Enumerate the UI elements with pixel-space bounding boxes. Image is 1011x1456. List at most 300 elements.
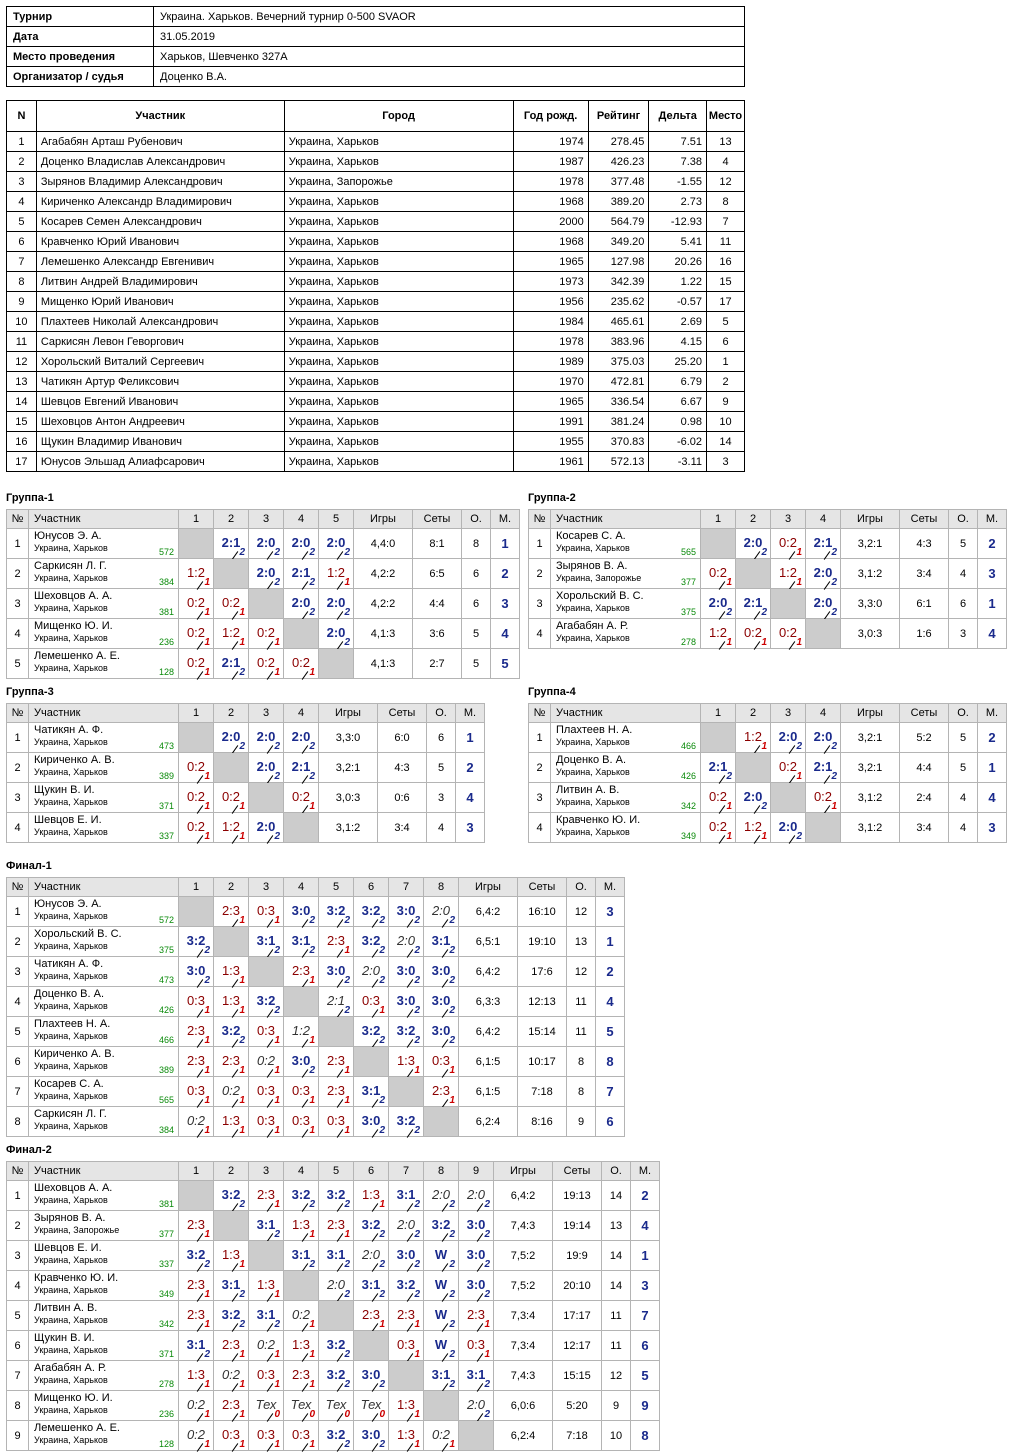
match-cell[interactable] <box>249 1047 284 1077</box>
match-cell[interactable] <box>214 1017 249 1047</box>
match-cell[interactable] <box>214 1391 249 1421</box>
match-cell[interactable] <box>214 1107 249 1137</box>
match-cell[interactable] <box>179 1017 214 1047</box>
match-cell[interactable] <box>701 559 736 589</box>
match-points: 2 <box>239 1319 245 1330</box>
participant-cell: 1987 <box>513 152 588 172</box>
match-cell[interactable] <box>284 589 319 619</box>
match-cell[interactable] <box>424 897 459 927</box>
match-cell[interactable] <box>424 1271 459 1301</box>
match-score: 3:1 <box>291 933 311 948</box>
match-cell[interactable] <box>806 529 841 559</box>
match-score: 2:3 <box>186 1023 206 1038</box>
match-cell[interactable] <box>424 987 459 1017</box>
match-cell[interactable] <box>284 1391 319 1421</box>
match-cell[interactable] <box>459 1181 494 1211</box>
match-score: 3:0 <box>186 963 206 978</box>
match-cell[interactable] <box>459 1211 494 1241</box>
match-cell[interactable] <box>214 1421 249 1451</box>
match-cell[interactable] <box>389 1211 424 1241</box>
match-cell[interactable] <box>284 723 319 753</box>
place-cell: 7 <box>596 1077 625 1107</box>
match-cell[interactable] <box>284 1017 319 1047</box>
match-score: 2:0 <box>813 565 833 580</box>
participant-cell: 5.41 <box>649 232 707 252</box>
match-cell[interactable] <box>249 897 284 927</box>
match-cell[interactable] <box>249 1421 284 1451</box>
match-cell[interactable] <box>214 987 249 1017</box>
match-cell[interactable] <box>179 1391 214 1421</box>
player-name: Кравченко Ю. И. <box>34 1272 119 1284</box>
match-cell[interactable] <box>319 1271 354 1301</box>
row-number: 1 <box>7 897 29 927</box>
match-cell[interactable] <box>701 813 736 843</box>
match-cell[interactable] <box>284 753 319 783</box>
row-number: 8 <box>7 1391 29 1421</box>
participant-cell: 16 <box>7 432 37 452</box>
match-cell[interactable] <box>319 1047 354 1077</box>
match-cell[interactable] <box>214 1271 249 1301</box>
match-cell[interactable] <box>284 529 319 559</box>
participant-cell: Украина, Харьков <box>284 412 513 432</box>
match-cell[interactable] <box>319 589 354 619</box>
player-row <box>7 1181 660 1211</box>
player-row <box>7 1107 625 1137</box>
match-cell[interactable] <box>354 1421 389 1451</box>
match-cell[interactable] <box>389 1017 424 1047</box>
match-cell[interactable] <box>736 619 771 649</box>
match-cell[interactable] <box>424 1077 459 1107</box>
match-cell[interactable] <box>214 1301 249 1331</box>
match-cell[interactable] <box>284 1211 319 1241</box>
match-cell[interactable] <box>284 559 319 589</box>
match-cell[interactable] <box>284 927 319 957</box>
row-number: 1 <box>7 723 29 753</box>
participant-cell: 572.13 <box>588 452 649 472</box>
match-cell[interactable] <box>319 927 354 957</box>
match-cell[interactable] <box>354 1391 389 1421</box>
match-cell[interactable] <box>389 1181 424 1211</box>
match-score: 2:0 <box>291 595 311 610</box>
match-cell[interactable] <box>284 783 319 813</box>
match-cell[interactable] <box>284 1301 319 1331</box>
match-cell[interactable] <box>249 1301 284 1331</box>
match-cell[interactable] <box>179 1421 214 1451</box>
match-cell[interactable] <box>424 1361 459 1391</box>
match-cell[interactable] <box>736 723 771 753</box>
match-cell[interactable] <box>319 559 354 589</box>
match-points: 2 <box>449 945 455 956</box>
match-cell[interactable] <box>806 783 841 813</box>
match-cell[interactable] <box>284 1047 319 1077</box>
match-cell[interactable] <box>179 1211 214 1241</box>
match-cell[interactable] <box>214 1181 249 1211</box>
match-cell[interactable] <box>389 1107 424 1137</box>
match-cell[interactable] <box>319 987 354 1017</box>
match-cell[interactable] <box>424 1331 459 1361</box>
match-cell[interactable] <box>736 589 771 619</box>
match-cell[interactable] <box>214 957 249 987</box>
match-points: 2 <box>449 1005 455 1016</box>
sets-cell: 20:10 <box>553 1271 602 1301</box>
match-cell[interactable] <box>354 897 389 927</box>
match-cell[interactable] <box>249 1271 284 1301</box>
match-cell[interactable] <box>214 783 249 813</box>
match-points: 2 <box>379 1095 385 1106</box>
match-points: 2 <box>239 741 245 752</box>
match-cell[interactable] <box>389 1421 424 1451</box>
match-cell[interactable] <box>389 1331 424 1361</box>
match-cell[interactable] <box>214 813 249 843</box>
header-row <box>529 704 1007 723</box>
match-cell[interactable] <box>319 1107 354 1137</box>
match-cell[interactable] <box>214 1047 249 1077</box>
match-cell[interactable] <box>284 1361 319 1391</box>
player-row <box>7 897 625 927</box>
player-row <box>7 559 520 589</box>
match-cell[interactable] <box>179 619 214 649</box>
match-points: 1 <box>239 1005 245 1016</box>
player-cell <box>29 723 179 753</box>
match-points: 1 <box>344 1125 350 1136</box>
match-cell[interactable] <box>179 1271 214 1301</box>
match-cell[interactable] <box>459 1361 494 1391</box>
match-cell[interactable] <box>354 1181 389 1211</box>
match-cell[interactable] <box>249 1017 284 1047</box>
games-cell: 6,4:2 <box>459 957 518 987</box>
match-cell[interactable] <box>179 927 214 957</box>
match-cell[interactable] <box>179 1241 214 1271</box>
match-cell[interactable] <box>249 1077 284 1107</box>
match-cell[interactable] <box>771 559 806 589</box>
sets-cell: 19:14 <box>553 1211 602 1241</box>
player-name: Саркисян Л. Г. <box>34 1108 107 1120</box>
match-cell[interactable] <box>389 897 424 927</box>
match-points: 1 <box>379 1319 385 1330</box>
participant-cell: 1968 <box>513 232 588 252</box>
match-cell[interactable] <box>806 753 841 783</box>
info-label: Дата <box>7 27 154 47</box>
slash-mark <box>407 1443 414 1452</box>
slash-mark <box>232 1443 239 1452</box>
match-cell[interactable] <box>179 1077 214 1107</box>
match-cell[interactable] <box>806 589 841 619</box>
match-score: 2:3 <box>396 1307 416 1322</box>
match-cell[interactable] <box>214 1361 249 1391</box>
match-cell[interactable] <box>354 1241 389 1271</box>
participant-cell: Украина, Харьков <box>284 252 513 272</box>
match-cell[interactable] <box>249 1211 284 1241</box>
player-rating: 565 <box>158 1095 174 1105</box>
points-cell: 5 <box>462 649 491 679</box>
participant-cell: 1956 <box>513 292 588 312</box>
sets-cell: 19:10 <box>518 927 567 957</box>
player-cell <box>29 1361 179 1391</box>
match-cell[interactable] <box>319 897 354 927</box>
participant-cell: 9 <box>7 292 37 312</box>
match-cell[interactable] <box>389 1271 424 1301</box>
match-cell[interactable] <box>424 1301 459 1331</box>
match-score: 2:3 <box>221 1337 241 1352</box>
match-points: 1 <box>274 1065 280 1076</box>
match-cell[interactable] <box>319 1077 354 1107</box>
match-points: 1 <box>204 1409 210 1420</box>
player-rating: 389 <box>158 1065 174 1075</box>
match-cell[interactable] <box>354 1301 389 1331</box>
match-cell[interactable] <box>389 957 424 987</box>
player-cell <box>29 649 179 679</box>
match-cell[interactable] <box>354 1107 389 1137</box>
match-cell[interactable] <box>354 1361 389 1391</box>
player-row <box>529 723 1007 753</box>
match-score: 0:2 <box>186 595 206 610</box>
sets-cell: 15:15 <box>553 1361 602 1391</box>
match-cell[interactable] <box>424 1241 459 1271</box>
match-cell[interactable] <box>179 1107 214 1137</box>
match-cell[interactable] <box>424 1017 459 1047</box>
match-cell[interactable] <box>214 897 249 927</box>
match-cell[interactable] <box>389 987 424 1017</box>
sets-cell: 4:4 <box>413 589 462 619</box>
match-cell[interactable] <box>284 1181 319 1211</box>
match-points: 1 <box>309 1125 315 1136</box>
match-cell[interactable] <box>214 1077 249 1107</box>
match-points: 2 <box>449 1199 455 1210</box>
participant-cell: Кириченко Александр Владимирович <box>36 192 284 212</box>
sets-cell: 10:17 <box>518 1047 567 1077</box>
column-header: 4 <box>806 704 841 723</box>
group-title: Группа-3 <box>6 686 54 698</box>
match-cell[interactable] <box>249 987 284 1017</box>
match-cell[interactable] <box>459 1391 494 1421</box>
match-cell[interactable] <box>771 723 806 753</box>
match-cell[interactable] <box>736 529 771 559</box>
sets-cell: 4:3 <box>900 529 949 559</box>
match-cell[interactable] <box>319 1211 354 1241</box>
participant-row <box>7 372 745 392</box>
match-cell[interactable] <box>249 529 284 559</box>
match-cell[interactable] <box>319 1361 354 1391</box>
match-cell[interactable] <box>179 589 214 619</box>
match-score: 3:1 <box>326 1247 346 1262</box>
match-cell[interactable] <box>249 1181 284 1211</box>
match-cell[interactable] <box>249 723 284 753</box>
match-cell[interactable] <box>284 897 319 927</box>
match-score: 2:0 <box>743 789 763 804</box>
self-cell <box>284 1271 319 1301</box>
match-score: 0:2 <box>186 1397 206 1412</box>
match-cell[interactable] <box>179 1331 214 1361</box>
player-city: Украина, Харьков <box>34 911 108 921</box>
match-cell[interactable] <box>424 927 459 957</box>
match-cell[interactable] <box>736 813 771 843</box>
match-score: 3:2 <box>291 1187 311 1202</box>
match-points: 1 <box>309 1095 315 1106</box>
match-cell[interactable] <box>249 753 284 783</box>
column-header: Участник <box>29 1162 179 1181</box>
match-cell[interactable] <box>214 619 249 649</box>
match-score: 1:2 <box>186 565 206 580</box>
participant-cell: 0.98 <box>649 412 707 432</box>
match-cell[interactable] <box>459 1241 494 1271</box>
match-cell[interactable] <box>249 619 284 649</box>
participant-cell: 1955 <box>513 432 588 452</box>
match-cell[interactable] <box>179 753 214 783</box>
match-score: 3:0 <box>361 1427 381 1442</box>
match-score: 3:1 <box>256 1217 276 1232</box>
match-points: 1 <box>204 1125 210 1136</box>
participant-cell: 1965 <box>513 392 588 412</box>
match-cell[interactable] <box>771 529 806 559</box>
match-cell[interactable] <box>179 1301 214 1331</box>
match-cell[interactable] <box>701 589 736 619</box>
match-cell[interactable] <box>249 927 284 957</box>
match-cell[interactable] <box>424 1211 459 1241</box>
column-header: 8 <box>424 1162 459 1181</box>
match-cell[interactable] <box>459 1271 494 1301</box>
match-cell[interactable] <box>214 723 249 753</box>
match-cell[interactable] <box>459 1301 494 1331</box>
info-label: Турнир <box>7 7 154 27</box>
match-cell[interactable] <box>249 1391 284 1421</box>
match-cell[interactable] <box>214 649 249 679</box>
match-cell[interactable] <box>179 783 214 813</box>
match-cell[interactable] <box>319 957 354 987</box>
match-points: 2 <box>726 771 732 782</box>
match-score: 0:2 <box>186 1427 206 1442</box>
place-cell: 4 <box>491 619 520 649</box>
participant-cell: Украина, Харьков <box>284 432 513 452</box>
match-points: 0 <box>309 1409 315 1420</box>
column-header: Участник <box>29 510 179 529</box>
match-points: 2 <box>239 667 245 678</box>
match-cell[interactable] <box>389 1047 424 1077</box>
match-cell[interactable] <box>284 1077 319 1107</box>
match-cell[interactable] <box>424 1421 459 1451</box>
match-cell[interactable] <box>354 927 389 957</box>
games-cell: 3,1:2 <box>841 813 900 843</box>
match-points: 1 <box>484 1349 490 1360</box>
place-cell: 4 <box>631 1211 660 1241</box>
match-score: 2:1 <box>221 535 241 550</box>
match-cell[interactable] <box>459 1331 494 1361</box>
slash-mark <box>302 671 309 680</box>
match-cell[interactable] <box>354 987 389 1017</box>
match-cell[interactable] <box>771 619 806 649</box>
match-cell[interactable] <box>284 957 319 987</box>
match-cell[interactable] <box>179 987 214 1017</box>
match-cell[interactable] <box>701 783 736 813</box>
match-score: 0:2 <box>221 1367 241 1382</box>
match-cell[interactable] <box>179 1047 214 1077</box>
match-cell[interactable] <box>179 957 214 987</box>
slash-mark <box>337 1443 344 1452</box>
match-cell[interactable] <box>249 813 284 843</box>
match-cell[interactable] <box>701 753 736 783</box>
match-cell[interactable] <box>354 957 389 987</box>
match-cell[interactable] <box>319 1421 354 1451</box>
participant-cell: 336.54 <box>588 392 649 412</box>
participant-cell: 4 <box>7 192 37 212</box>
match-cell[interactable] <box>249 1361 284 1391</box>
match-score: 0:3 <box>466 1337 486 1352</box>
player-cell <box>29 1077 179 1107</box>
match-cell[interactable] <box>354 1017 389 1047</box>
sets-cell: 3:4 <box>900 813 949 843</box>
match-cell[interactable] <box>179 649 214 679</box>
match-cell[interactable] <box>179 559 214 589</box>
match-points: 2 <box>449 1319 455 1330</box>
match-cell[interactable] <box>771 813 806 843</box>
match-cell[interactable] <box>179 813 214 843</box>
player-city: Украина, Харьков <box>34 1031 108 1041</box>
match-cell[interactable] <box>214 589 249 619</box>
match-cell[interactable] <box>214 1331 249 1361</box>
match-cell[interactable] <box>806 723 841 753</box>
participant-row <box>7 132 745 152</box>
match-cell[interactable] <box>424 1047 459 1077</box>
match-cell[interactable] <box>424 1181 459 1211</box>
match-cell[interactable] <box>319 1181 354 1211</box>
match-cell[interactable] <box>284 1107 319 1137</box>
match-cell[interactable] <box>319 1331 354 1361</box>
match-cell[interactable] <box>354 1271 389 1301</box>
match-cell[interactable] <box>354 1211 389 1241</box>
match-cell[interactable] <box>249 1331 284 1361</box>
match-cell[interactable] <box>771 753 806 783</box>
match-cell[interactable] <box>319 619 354 649</box>
self-cell <box>284 987 319 1017</box>
match-cell[interactable] <box>319 529 354 559</box>
match-cell[interactable] <box>701 619 736 649</box>
match-cell[interactable] <box>389 927 424 957</box>
match-points: 2 <box>204 945 210 956</box>
match-points: 1 <box>344 1095 350 1106</box>
group-title: Группа-1 <box>6 492 54 504</box>
match-cell[interactable] <box>284 649 319 679</box>
match-cell[interactable] <box>214 529 249 559</box>
match-cell[interactable] <box>319 1241 354 1271</box>
match-cell[interactable] <box>806 559 841 589</box>
match-cell[interactable] <box>389 1301 424 1331</box>
match-cell[interactable] <box>179 1361 214 1391</box>
match-cell[interactable] <box>214 1241 249 1271</box>
match-points: 2 <box>379 1379 385 1390</box>
points-cell: 5 <box>949 529 978 559</box>
match-score: 3:1 <box>431 933 451 948</box>
match-cell[interactable] <box>284 1331 319 1361</box>
group-title: Группа-2 <box>528 492 576 504</box>
match-cell[interactable] <box>249 649 284 679</box>
match-cell[interactable] <box>736 783 771 813</box>
match-cell[interactable] <box>249 559 284 589</box>
match-cell[interactable] <box>319 1391 354 1421</box>
match-cell[interactable] <box>284 1421 319 1451</box>
match-cell[interactable] <box>249 1107 284 1137</box>
match-cell[interactable] <box>284 1241 319 1271</box>
match-points: 1 <box>449 1065 455 1076</box>
row-number: 7 <box>7 1077 29 1107</box>
match-score: 2:1 <box>326 993 346 1008</box>
place-cell: 1 <box>978 753 1007 783</box>
match-score: 2:3 <box>186 1277 206 1292</box>
match-cell[interactable] <box>354 1077 389 1107</box>
match-cell[interactable] <box>424 957 459 987</box>
player-row <box>529 783 1007 813</box>
match-cell[interactable] <box>389 1241 424 1271</box>
player-rating: 337 <box>158 1259 174 1269</box>
match-cell[interactable] <box>389 1391 424 1421</box>
